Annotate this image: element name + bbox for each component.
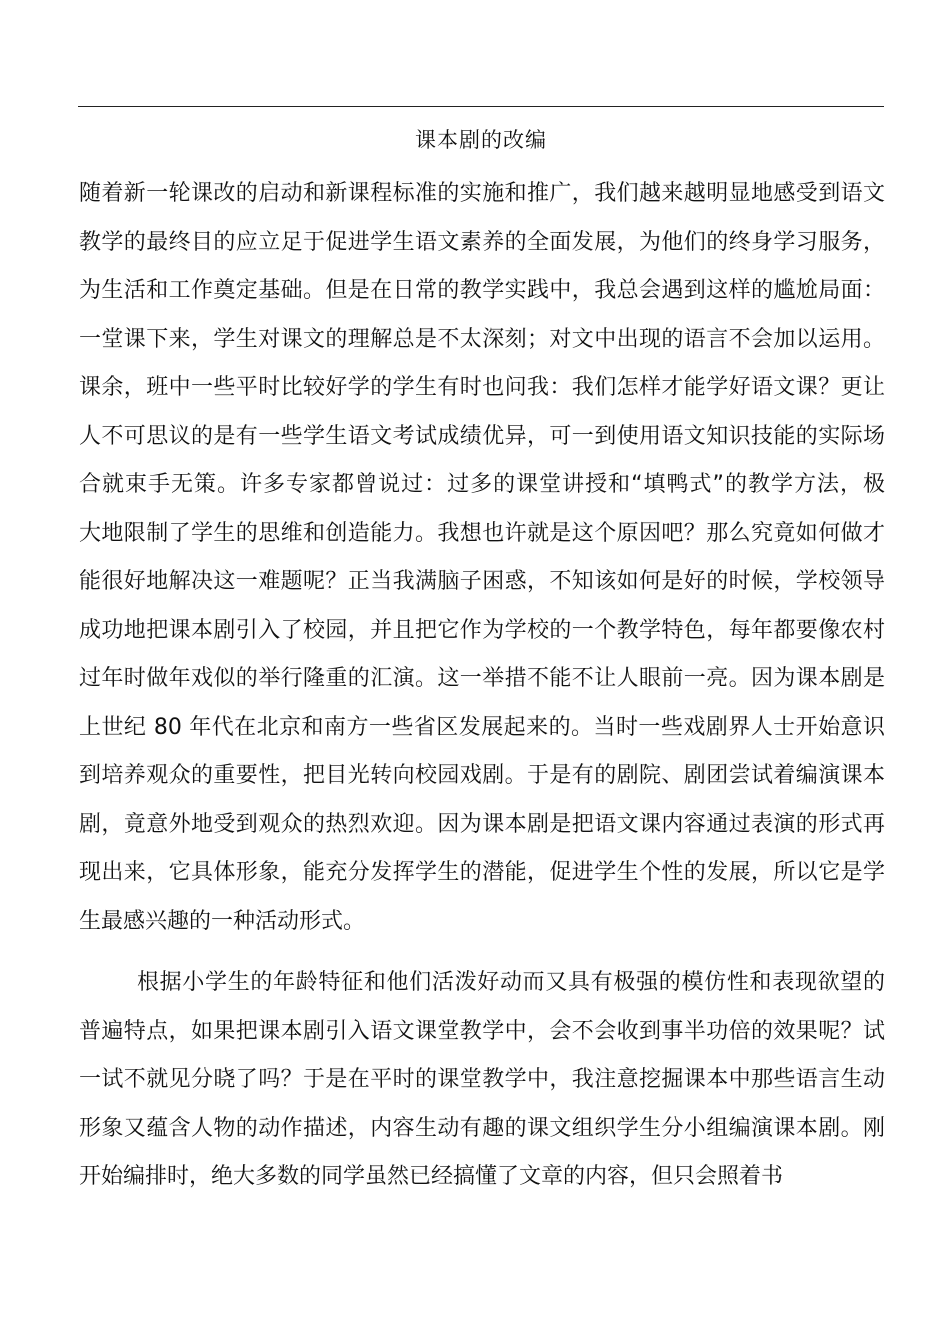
paragraph-line: 能很好地解决这一难题呢？正当我满脑子困惑，不知该如何是好的时候，学校领导: [79, 569, 885, 594]
document-title: 课本剧的改编: [415, 128, 547, 152]
paragraph-line: 课余，班中一些平时比较好学的学生有时也问我：我们怎样才能学好语文课？更让: [79, 375, 885, 400]
paragraph-2: [79, 959, 885, 1202]
paragraph-line: 开始编排时，绝大多数的同学虽然已经搞懂了文章的内容，但只会照着书: [79, 1164, 784, 1189]
paragraph-line: 教学的最终目的应立足于促进学生语文素养的全面发展，为他们的终身学习服务，: [79, 229, 885, 255]
paragraph-line: 剧，竟意外地受到观众的热烈欢迎。因为课本剧是把语文课内容通过表演的形式再: [79, 811, 885, 837]
paragraph-line: 形象又蕴含人物的动作描述，内容生动有趣的课文组织学生分小组编演课本剧。刚: [79, 1115, 885, 1141]
paragraph-line: 一试不就见分晓了吗？于是在平时的课堂教学中，我注意挖掘课本中那些语言生动: [79, 1067, 885, 1092]
paragraph-spacer: [79, 946, 885, 959]
paragraph-line: 随着新一轮课改的启动和新课程标准的实施和推广，我们越来越明显地感受到语文: [79, 181, 885, 206]
paragraph-line: 过年时做年戏似的举行隆重的汇演。这一举措不能不让人眼前一亮。因为课本剧是: [79, 666, 885, 691]
header-rule: [78, 106, 884, 107]
paragraph-line: 人不可思议的是有一些学生语文考试成绩优异，可一到使用语文知识技能的实际场: [79, 423, 885, 449]
paragraph-line: 普遍特点，如果把课本剧引入语文课堂教学中，会不会收到事半功倍的效果呢？试: [79, 1018, 885, 1044]
paragraph-line: 现出来，它具体形象，能充分发挥学生的潜能，促进学生个性的发展，所以它是学: [79, 860, 885, 885]
paragraph-line: 成功地把课本剧引入了校园，并且把它作为学校的一个教学特色，每年都要像农村: [79, 617, 885, 643]
paragraph-line: 合就束手无策。许多专家都曾说过：过多的课堂讲授和“填鸭式”的教学方法，极: [79, 472, 885, 497]
document-body: [79, 170, 885, 1202]
paragraph-line: 生最感兴趣的一种活动形式。: [79, 908, 366, 934]
paragraph-line: 根据小学生的年龄特征和他们活泼好动而又具有极强的模仿性和表现欲望的: [137, 970, 885, 995]
paragraph-line: 上世纪 80 年代在北京和南方一些省区发展起来的。当时一些戏剧界人士开始意识: [79, 714, 885, 740]
paragraph-line: 到培养观众的重要性，把目光转向校园戏剧。于是有的剧院、剧团尝试着编演课本: [79, 763, 885, 788]
paragraph-line: 一堂课下来，学生对课文的理解总是不太深刻；对文中出现的语言不会加以运用。: [79, 326, 885, 352]
paragraph-1: [79, 170, 885, 946]
paragraph-line: 为生活和工作奠定基础。但是在日常的教学实践中，我总会遇到这样的尴尬局面：: [79, 278, 885, 303]
paragraph-line: 大地限制了学生的思维和创造能力。我想也许就是这个原因吧？那么究竟如何做才: [79, 520, 885, 546]
